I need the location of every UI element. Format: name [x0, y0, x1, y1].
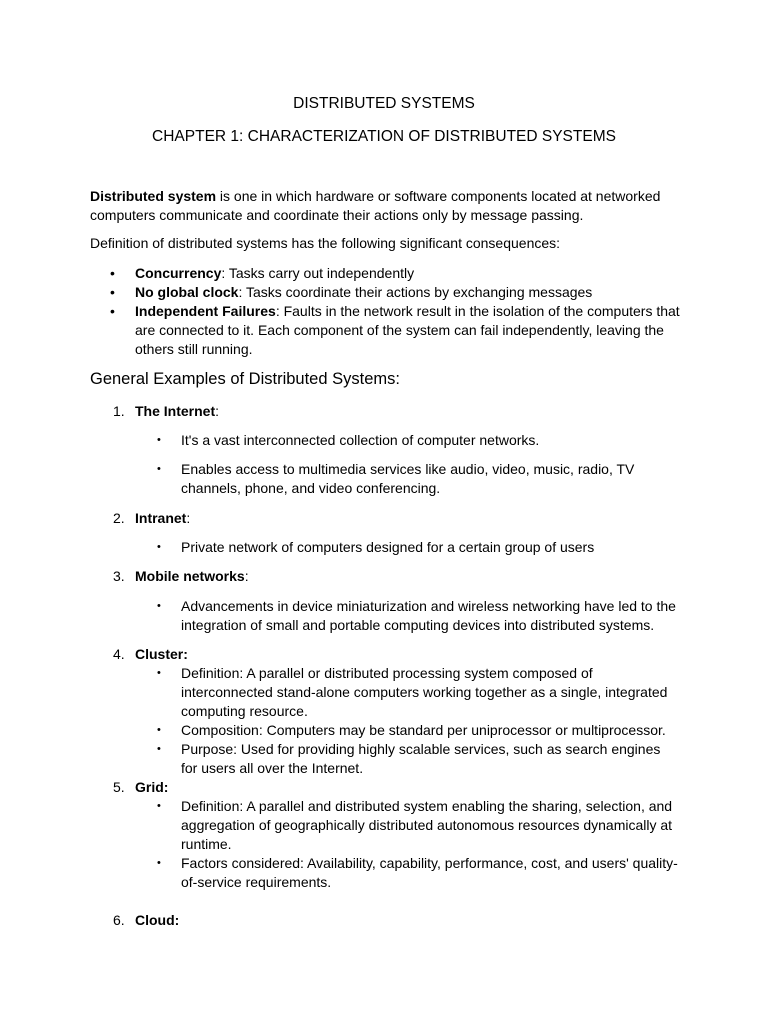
example-item: [90, 567, 680, 586]
example-number: 6.: [113, 912, 125, 928]
example-subitem: • Advancements in device miniaturization and wireless networking have led to the integration of small and portable computing devices into distributed systems.: [157, 598, 676, 633]
intro-text: is one in which hardware or software components located at networked computers communicate and coordinate their actions only by message passing.: [90, 188, 661, 223]
consequence-item: [90, 283, 680, 302]
consequence-text: : Faults in the network result in the isolation of the computers that are connected to it. Each component of the system can fail independently, leaving the others still running.: [135, 303, 680, 357]
example-number: 4.: [113, 646, 125, 662]
example-number: 1.: [113, 403, 125, 419]
example-term: Grid:: [135, 779, 169, 795]
intro-term: Distributed system: [90, 188, 217, 204]
example-term: Cloud:: [135, 912, 180, 928]
example-subitem: • Purpose: Used for providing highly scalable services, such as search engines for users all over the Internet.: [157, 741, 661, 776]
bullet-icon: •: [157, 434, 161, 446]
consequences-intro: Definition of distributed systems has the following significant consequences:: [90, 235, 561, 251]
bullet-icon: •: [110, 284, 115, 300]
bullet-icon: •: [157, 667, 161, 679]
consequence-text: : Tasks carry out independently: [221, 265, 415, 281]
consequence-term: Concurrency: [135, 265, 222, 281]
example-term: The Internet: [135, 403, 216, 419]
document-title: DISTRIBUTED SYSTEMS: [293, 95, 475, 112]
example-term: Mobile networks: [135, 568, 245, 584]
example-subitem: • Definition: A parallel or distributed processing system composed of interconnected stand-alone computers working together as a single, integrated computing resource.: [157, 665, 668, 719]
example-number: 2.: [113, 510, 125, 526]
consequence-text: : Tasks coordinate their actions by exchanging messages: [238, 284, 593, 300]
example-term: Cluster:: [135, 646, 188, 662]
bullet-icon: •: [110, 303, 115, 319]
bullet-icon: •: [157, 857, 161, 869]
example-item: [90, 402, 680, 421]
example-subitem: • Factors considered: Availability, capability, performance, cost, and users' quality-of-service requirements.: [157, 855, 678, 890]
example-term: Intranet: [135, 510, 187, 526]
bullet-icon: •: [157, 724, 161, 736]
example-item: [90, 911, 680, 930]
example-subitem: • Composition: Computers may be standard per uniprocessor or multiprocessor.: [157, 722, 666, 738]
examples-heading: General Examples of Distributed Systems:: [90, 370, 400, 388]
example-suffix: :: [215, 403, 220, 419]
example-suffix: :: [244, 568, 249, 584]
bullet-icon: •: [157, 743, 161, 755]
example-item: [90, 778, 680, 797]
bullet-icon: •: [110, 265, 115, 281]
bullet-icon: •: [157, 600, 161, 612]
example-subitem: • Private network of computers designed for a certain group of users: [157, 539, 595, 555]
example-subitem: • Definition: A parallel and distributed system enabling the sharing, selection, and aggregation of geographically distributed autonomous resources dynamically at runtime.: [157, 798, 673, 852]
intro-paragraph: [90, 187, 680, 225]
example-item: [90, 645, 680, 664]
consequence-term: Independent Failures: [135, 303, 276, 319]
consequence-term: No global clock: [135, 284, 239, 300]
example-number: 5.: [113, 779, 125, 795]
example-subitem: • It's a vast interconnected collection of computer networks.: [157, 432, 540, 448]
consequence-item: [90, 264, 680, 283]
bullet-icon: •: [157, 800, 161, 812]
consequence-item: [90, 302, 680, 359]
example-item: [90, 509, 680, 528]
example-suffix: :: [186, 510, 191, 526]
bullet-icon: •: [157, 541, 161, 553]
example-subitem: • Enables access to multimedia services like audio, video, music, radio, TV channels, phone, and video conferencing.: [157, 461, 635, 496]
bullet-icon: •: [157, 463, 161, 475]
example-number: 3.: [113, 568, 125, 584]
chapter-title: CHAPTER 1: CHARACTERIZATION OF DISTRIBUTED SYSTEMS: [152, 128, 616, 145]
